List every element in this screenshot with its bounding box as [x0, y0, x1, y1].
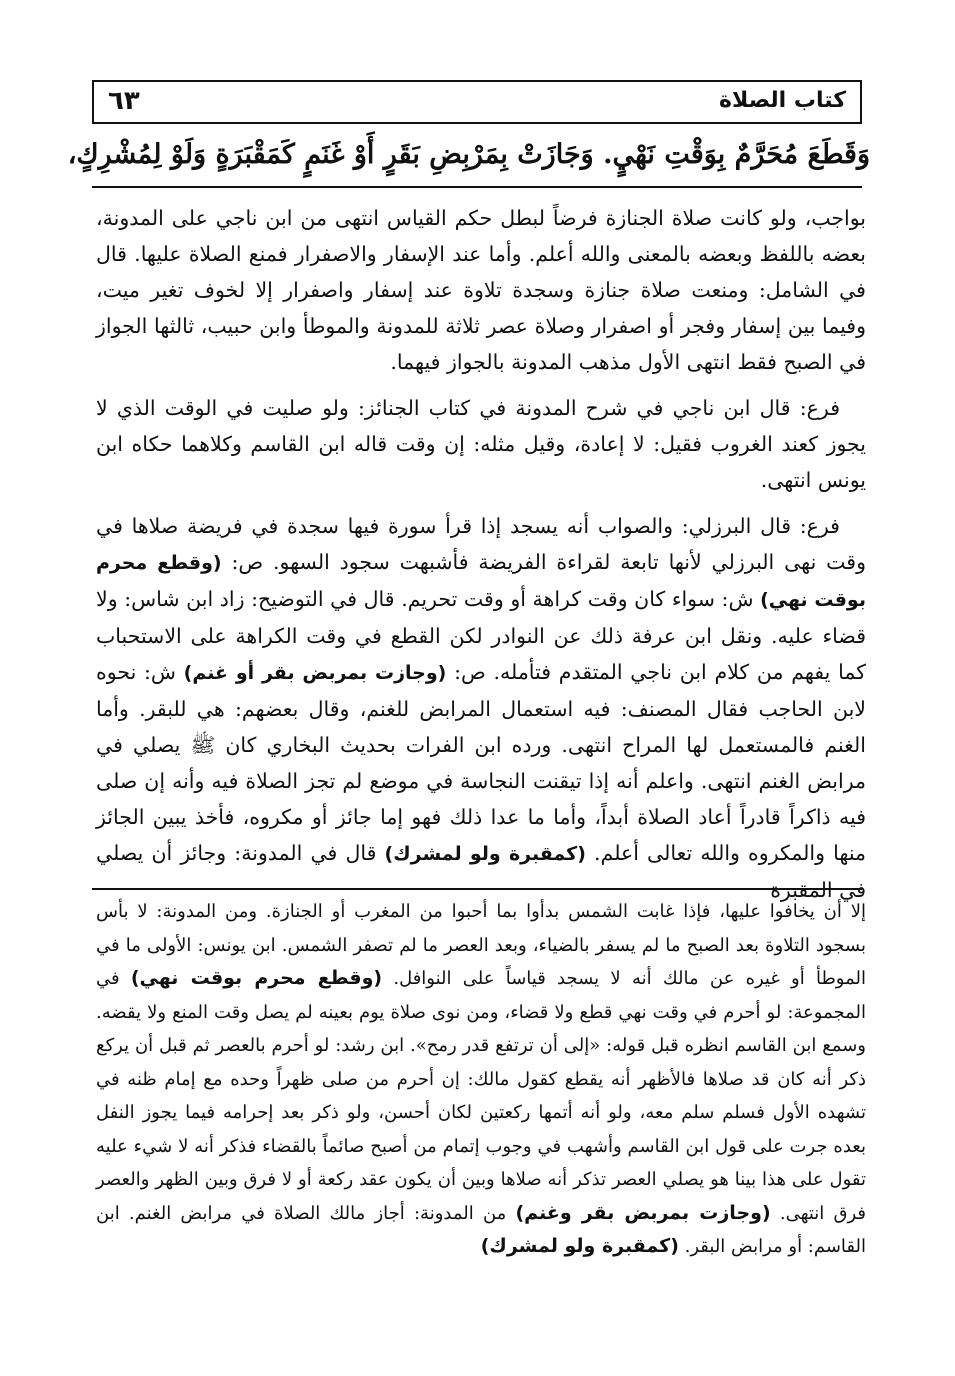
quoted-matn-1: (وقطع محرم بوقت نهي) — [96, 552, 866, 611]
footnotes — [96, 895, 866, 1325]
commentary-paragraph-2: فرع: قال ابن ناجي في شرح المدونة في كتاب الجنائز: ولو صليت في الوقت الذي لا يجوز كعند الغروب فقيل: لا إعادة، وقيل مثله: إن وقت قاله ابن القاسم وكلاهما حكاه ابن يونس انتهى. — [96, 396, 866, 492]
quoted-matn-2: (وجازت بمربض بقر أو غنم) — [183, 662, 447, 684]
fn-quoted-matn-1: (وقطع محرم بوقت نهي) — [130, 967, 383, 989]
fn-quoted-matn-3: (كمقبرة ولو لمشرك) — [480, 1235, 679, 1257]
page-number: ٦٣ — [108, 86, 140, 116]
matn-text: وَقَطَعَ مُحَرَّمٌ بِوَقْتِ نَهْيٍ. وَجَازَتْ بِمَرْبِضِ بَقَرٍ أَوْ غَنَمٍ كَمَقْبَرَةٍ وَلَوْ لِمُشْرِكٍ، — [67, 139, 870, 170]
chapter-title: كتاب الصلاة — [719, 88, 846, 113]
quoted-matn-3: (كمقبرة ولو لمشرك) — [384, 843, 586, 865]
p3-part-g: قال في المدونة: وجائز أن يصلي في المقبرة — [96, 841, 866, 902]
commentary-body — [96, 200, 866, 902]
page-header — [92, 80, 862, 124]
commentary-paragraph-3 — [96, 508, 866, 908]
footnote-divider — [92, 888, 862, 890]
footnote-block — [96, 895, 866, 1264]
p3-part-c: ش: سواء كان وقت كراهة أو وقت تحريم. قال في التوضيح: زاد ابن شاس: ولا قضاء عليه. ونقل ابن عرفة ذلك عن النوادر لكن القطع في وقت الكراهة على الاستحباب كما يفهم من كلام ابن ناجي المتقدم فتأمله. ص: — [96, 587, 866, 684]
fn-part-e: من المدونة: أجاز مالك الصلاة في مرابض الغنم. ابن القاسم: أو مرابض البقر. — [96, 1202, 866, 1257]
commentary-paragraph-1: بواجب، ولو كانت صلاة الجنازة فرضاً لبطل حكم القياس انتهى من ابن ناجي على المدونة، بعضه باللفظ وبعضه بالمعنى والله أعلم. وأما عند الإسفار والاصفرار فمنع الصلاة عليها. قال في الشامل: ومنعت صلاة جنازة وسجدة تلاوة عند إسفار واصفرار إلا لخوف تغير ميت، وفيما بين إسفار وفجر أو اصفرار وصلاة عصر ثلاثة للمدونة والموطأ وابن حبيب، ثالثها الجواز في الصبح فقط انتهى الأول مذهب المدونة بالجواز فيهما. — [96, 206, 866, 374]
fn-part-c: في المجموعة: لو أحرم في وقت نهي قطع ولا قضاء، ومن نوى صلاة يوم بعينه لم يصل وقت المنع ولا يقضه. وسمع ابن القاسم انظره قبل قوله: «إلى أن ترتفع قدر رمح». ابن رشد: لو أحرم بالعصر ثم قبل أن يركع ذكر أنه كان قد صلاها فالأظهر أنه يقطع كقول مالك: إن أحرم من صلى ظهراً وحده مع إمام ظنه في تشهده الأول فسلم سلم معه، ولو أنه أتمها ركعتين لكان أحسن، ولو ذكر بعد إحرامه فيما يجوز النفل بعده جرت على قول ابن القاسم وأشهب في وجوب إتمام من أصبح صائماً بالقضاء فذكر أنه لا شيء عليه تقول على هذا بينا هو يصلي العصر تذكر أنه صلاها وبين أن يكون عقد ركعة أو لا فرق وبين الظهر والعصر فرق انتهى. — [96, 968, 867, 1224]
matn-divider — [92, 186, 862, 188]
fn-part-a: إلا أن يخافوا عليها، فإذا غابت الشمس بدأوا بما أحبوا من المغرب أو الجنازة. ومن المدونة: لا بأس بسجود التلاوة بعد الصبح ما لم يسفر بالضياء، وبعد العصر ما لم تصفر الشمس. ابن يونس: الأولى ما في الموطأ أو غيره عن مالك أنه لا يسجد قياساً على النوافل. — [96, 901, 866, 989]
p3-part-e: ش: نحوه لابن الحاجب فقال المصنف: فيه استعمال المرابض للغنم، وقال بعضهم: هي للبقر. وأما الغنم فالمستعمل لها المراح انتهى. ورده ابن الفرات بحديث البخاري كان ﷺ يصلي في مرابض الغنم انتهى. واعلم أنه إذا تيقنت النجاسة في موضع لم تجز الصلاة فيه وأنه إن صلى فيه ذاكراً قادراً أعاد الصلاة أبداً، وأما ما عدا ذلك فهو إما جائز أو مكروه، فأخذ يبين الجائز منها والمكروه والله تعالى أعلم. — [96, 660, 866, 865]
fn-quoted-matn-2: (وجازت بمربض بقر وغنم) — [515, 1201, 771, 1224]
p3-part-a: فرع: قال البرزلي: والصواب أنه يسجد إذا قرأ سورة فيها سجدة في فريضة صلاها في وقت نهى البرزلي لأنها تابعة لقراءة الفريضة فأشبهت سجود السهو. ص: — [96, 514, 866, 574]
